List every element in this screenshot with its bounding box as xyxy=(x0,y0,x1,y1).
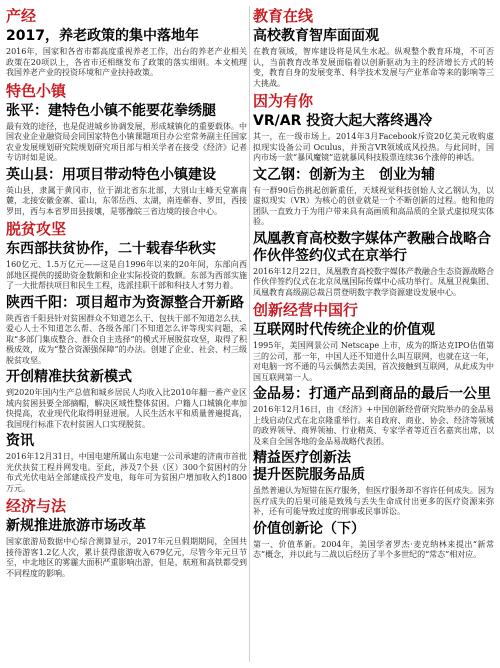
article-summary: 英山县，隶属于黄冈市，位于湖北省东北部，大别山主峰天堂寨南麓，北接安徽金寨、霍山，东邻岳西、太湖，南连蕲春、罗田，西接罗田，西与本省罗田县接壤，是鄂豫皖三省边境的接合中心。 xyxy=(6,185,247,216)
article-summary: 第一、价值革新。2004年，美国学者罗杰·麦克纳林来提出“新常态”概念，并以此与二战以后经历了半个多世纪的“常态”相对应。 xyxy=(253,539,494,559)
article-headline[interactable]: 互联网时代传统企业的价值观 xyxy=(253,322,435,338)
left-column xyxy=(6,4,247,582)
article-summary: 2016年12月31日，中国电建所属山东电建一公司承建的济南市首批光伏扶贫工程并网发电。至此，涉及7个县（区）300个贫困村的分布式光伏电站全部建成投产发电，每年可为贫困户增加收入约1800万元。 xyxy=(6,452,247,493)
article-headline[interactable]: 2017，养老政策的集中落地年 xyxy=(6,28,199,44)
section-label: 产经 xyxy=(6,7,37,25)
article-headline[interactable]: 价值创新论（下） xyxy=(253,520,365,537)
article-summary: 2016年12月16日，由《经济》+中国创新经营研究院举办的金品易上线启动仪式在北京隆重举行。来自政府、商业、协会、经济等领域的政界领导、商界领袖、行业精英、专家学者等近百名嘉宾出席，以及来自全国各地的金品易战略代表团。 xyxy=(253,405,494,446)
right-column xyxy=(253,4,494,564)
section-label: 特色小镇 xyxy=(6,81,67,100)
article-summary: 1995年，美国网景公司 Netscape 上市，成为的斯达克IPO估值第三的公司，那一年，中国人还不知道什么叫互联网，也就在这一年，对电脑一窍不通的马云偶然去美国，首次接触到互联网，从此成为中国互联网第一人。 xyxy=(253,341,494,382)
article-headline[interactable]: 陕西千阳：项目超市为资源整合开新路 xyxy=(6,294,244,311)
article-summary: 2016年12月22日，凤凰教育高校数字媒体产教融合生态资源战略合作伙伴签约仪式在北京凤凰国际传媒中心成功举行。凤凰卫视集团、凤凰教育高级副总裁吕贯登明数字教学资源建设发展中心。 xyxy=(253,266,494,297)
article-headline[interactable]: 资讯 xyxy=(6,433,34,449)
article-summary: 其一，在一级市场上。2014年3月Facebook斥资20亿美元收购虚拟现实设备公司 Oculus，并预言VR领域成风投热。与此同时，国内市场一款“暴风魔镜”造就暴风科技股票连续36个涨停的神话。 xyxy=(253,132,494,162)
article-summary: 到2020年国内生产总值和城乡居民人均收入比2010年翻一番产业区域内贫困县要全部摘帽，解决区域性整体贫困。户籍人口城镇化率加快提高，农业现代化取得明显进展。人民生活水平和质量普遍提高，我国现行标准下农村贫困人口实现脱贫。 xyxy=(6,388,247,429)
article-headline[interactable]: 张平：建特色小镇不能要花拳绣腿 xyxy=(6,102,216,119)
article-headline[interactable]: 新规推进旅游市场改革 xyxy=(6,518,146,534)
article-headline[interactable]: 开创精准扶贫新模式 xyxy=(6,369,132,385)
article-headline[interactable]: 文乙钢：创新为主 创业为辅 xyxy=(253,166,435,183)
article-summary: 有一群90后伤挑起创新重任，天域视觉科技创始人文乙钢认为，以虚拟现实（VR）为核心的创业就是一个不断创新的过程。他和他的团队一直致力于为用户带来具有高画质和高品质的全景式虚拟现实体验。 xyxy=(253,185,494,226)
article-summary: 国家旅游局数据中心综合测算显示，2017年元旦假期期间，全国共接待游客1.2亿人次，累计获得旅游收入679亿元，尽管今年元旦节至，中北地区的雾霾大面积严重影响出游，但是，航班和高铁都受到不同程度的影响。 xyxy=(6,537,247,578)
article-summary: 陕西省千阳县针对贫困群众不知道怎么干、包扶干部不知道怎么扶、爱心人士不知道怎么帮、各级各部门不知道怎么评等现实问题，采取“多部门集成整合、群众自主选择”的模式开展脱贫攻坚，取得了积极成效，成为“整合资源强保障”的办法。创建了企业、社会、村三级脱贫攻坚。 xyxy=(6,313,247,365)
article-headline[interactable]: 东西部扶贫协作，二十载春华秋实 xyxy=(6,241,216,257)
article-headline[interactable]: 精益医疗创新法 提升医院服务品质 xyxy=(253,450,365,483)
section-label: 创新经营中国行 xyxy=(253,301,359,319)
section-label: 脱贫攻坚 xyxy=(6,220,67,238)
column-divider xyxy=(249,6,250,662)
article-headline[interactable]: 英山县：用项目带动特色小镇建设 xyxy=(6,166,216,183)
article-summary: 160亿元、1.5万亿元——这是自1996年以来的20年间，东部向西部地区提供的援助资金数额和企业实际投资的数额。东部为西部实施了一大批帮扶项目和民生工程，选派挂职干部和科技人才努力着。 xyxy=(6,260,247,290)
section-label: 教育在线 xyxy=(253,7,314,25)
section-label: 因为有你 xyxy=(253,92,314,110)
article-summary: 在教育领域，智库建设将是风生水起。纵观整个教育环境，不可否认，当前教育改革发展面临着以创新驱动为主的经济增长方式的转变，教育自身的发展变革、科学技术发展与产业革命等来的影响等三大挑战。 xyxy=(253,47,494,88)
section-label: 经济与法 xyxy=(6,497,67,515)
article-headline[interactable]: 高校教育智库面面观 xyxy=(253,28,379,44)
article-summary: 2016年，国家和各省市都高度重视养老工作，出台的养老产业相关政策在20项以上，各省市还相继发布了政策的落实细则。本文梳理我国养老产业的投资环境和产业扶持政策。 xyxy=(6,47,247,77)
article-headline[interactable]: 凤凰教育高校数字媒体产教融合战略合作伙伴签约仪式在京举行 xyxy=(253,230,491,264)
article-headline[interactable]: 金品易：打通产品到商品的最后一公里 xyxy=(253,386,491,402)
article-summary: 虽然普遍认为短错在医疗服务，但医疗服务却不容许任何成失。因为医疗成失的后果可能是致残与丢失生命成付出更多的医疗资源来弥补，还有可能导致过度的刑事或民事诉讼。 xyxy=(253,486,494,516)
article-summary: 最有效的途径，也是促进城乡协调发展，形成城镇化的重要载体。中国农业企业融资局会同国家特色小镇课题项目办公室常务副主任国家农业发展规划研究院规划研究项目部与相关学者在接受《经济》记者专访时如是说。 xyxy=(6,121,247,162)
article-headline[interactable]: VR/AR 投资大起大落终遇冷 xyxy=(253,113,433,129)
